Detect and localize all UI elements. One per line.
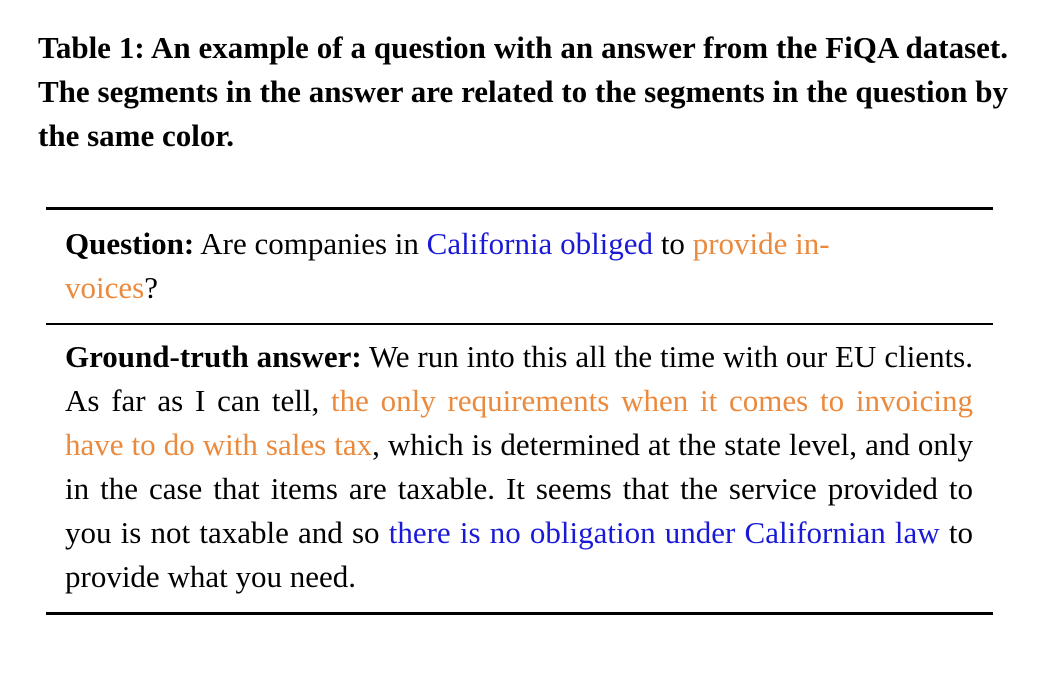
answer-text: to provide what you need. [65,514,973,594]
question-text: ? [144,270,158,305]
question-label: Question: [65,226,195,261]
question-blue-segment: California obliged [426,226,654,261]
answer-orange-segment: the only requirements when it comes to invoicing have to do with sales tax [65,382,973,462]
table-bottom-rule [46,612,993,615]
question-orange-segment: voices [65,270,145,305]
answer-row [46,325,993,612]
question-text: to [653,226,693,261]
answer-blue-segment: there is no obligation under Californian law [388,514,940,550]
question-row [46,210,993,323]
answer-text: , which is determined at the state level, and only in the case that items are taxable. It seems that the service provided to you is not taxable and so [65,426,973,550]
example-table [46,207,993,615]
answer-label: Ground-truth answer: [65,338,362,374]
question-orange-segment: provide in- [692,226,830,261]
table-caption: Table 1: An example of a question with an answer from the FiQA dataset. The segments in the answer are related to the segments in the question by the same color. [38,30,1008,153]
question-text: Are companies in [194,226,427,261]
answer-text: We run into this all the time with our EU clients. As far as I can tell, [65,338,973,418]
